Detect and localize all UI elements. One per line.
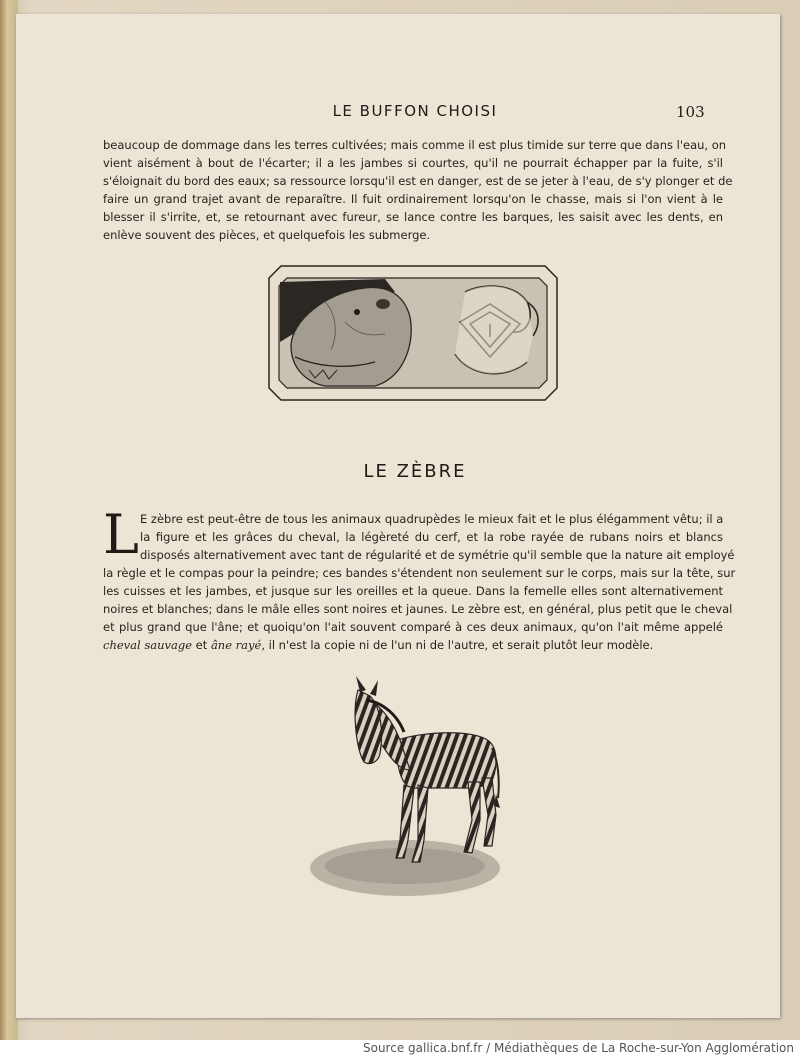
text-line (103, 636, 723, 654)
italic-term: cheval sauvage (103, 638, 193, 652)
text-line: disposés alternativement avec tant de régularité et de symétrie qu'il semble que la nature ait employé (140, 548, 735, 562)
running-head: LE BUFFON CHOISI (332, 102, 498, 120)
text-line: faire un grand trajet avant de reparaître. Il fuit ordinairement lorsqu'on le chasse, mais si l'on vient à le (103, 192, 723, 206)
text-line: enlève souvent des pièces, et quelquefois les submerge. (103, 228, 431, 242)
text-line: les cuisses et les jambes, et jusque sur les oreilles et la queue. Dans la femelle elles sont alternativement (103, 584, 723, 598)
conjunction-text: et (192, 638, 211, 652)
text-line: la figure et les grâces du cheval, la légèreté du cerf, et la robe rayée de rubans noirs et blancs (140, 530, 723, 544)
text-line: E zèbre est peut-être de tous les animaux quadrupèdes le mieux fait et le plus élégamment vêtu; il a (140, 512, 724, 526)
page-number: 103 (676, 103, 705, 121)
text-line: noires et blanches; dans le mâle elles sont noires et jaunes. Le zèbre est, en général, plus petit que le cheval (103, 602, 733, 616)
text-line: s'éloignait du bord des eaux; sa ressource lorsqu'il est en danger, est de se jeter à l'eau, de s'y plonger et de (103, 174, 733, 188)
drop-cap: L (103, 503, 139, 566)
zebra-illustration-icon (300, 670, 510, 910)
italic-term: âne rayé (210, 638, 262, 652)
closing-text: , il n'est la copie ni de l'un ni de l'autre, et serait plutôt leur modèle. (261, 638, 654, 652)
source-credit: Source gallica.bnf.fr / Médiathèques de La Roche-sur-Yon Agglomération (362, 1041, 794, 1055)
text-line: la règle et le compas pour la peindre; ces bandes s'étendent non seulement sur le corps, mais sur la tête, sur (103, 566, 736, 580)
text-line: vient aisément à bout de l'écarter; il a les jambes si courtes, qu'il ne pourrait échapper par la fuite, s'il (103, 156, 723, 170)
section-title: LE ZÈBRE (363, 461, 467, 482)
zebra-paragraph (103, 510, 736, 654)
text-line: beaucoup de dommage dans les terres cultivées; mais comme il est plus timide sur terre que dans l'eau, on (103, 138, 727, 152)
intro-paragraph (103, 136, 733, 244)
hippopotamus-vignette-icon (265, 262, 561, 404)
text-line: et plus grand que l'âne; et quoiqu'on l'ait souvent comparé à ces deux animaux, qu'on l'ait même appelé (103, 620, 723, 634)
text-line: blesser il s'irrite, et, se retournant avec fureur, se lance contre les barques, les saisit avec les dents, en (103, 210, 723, 224)
